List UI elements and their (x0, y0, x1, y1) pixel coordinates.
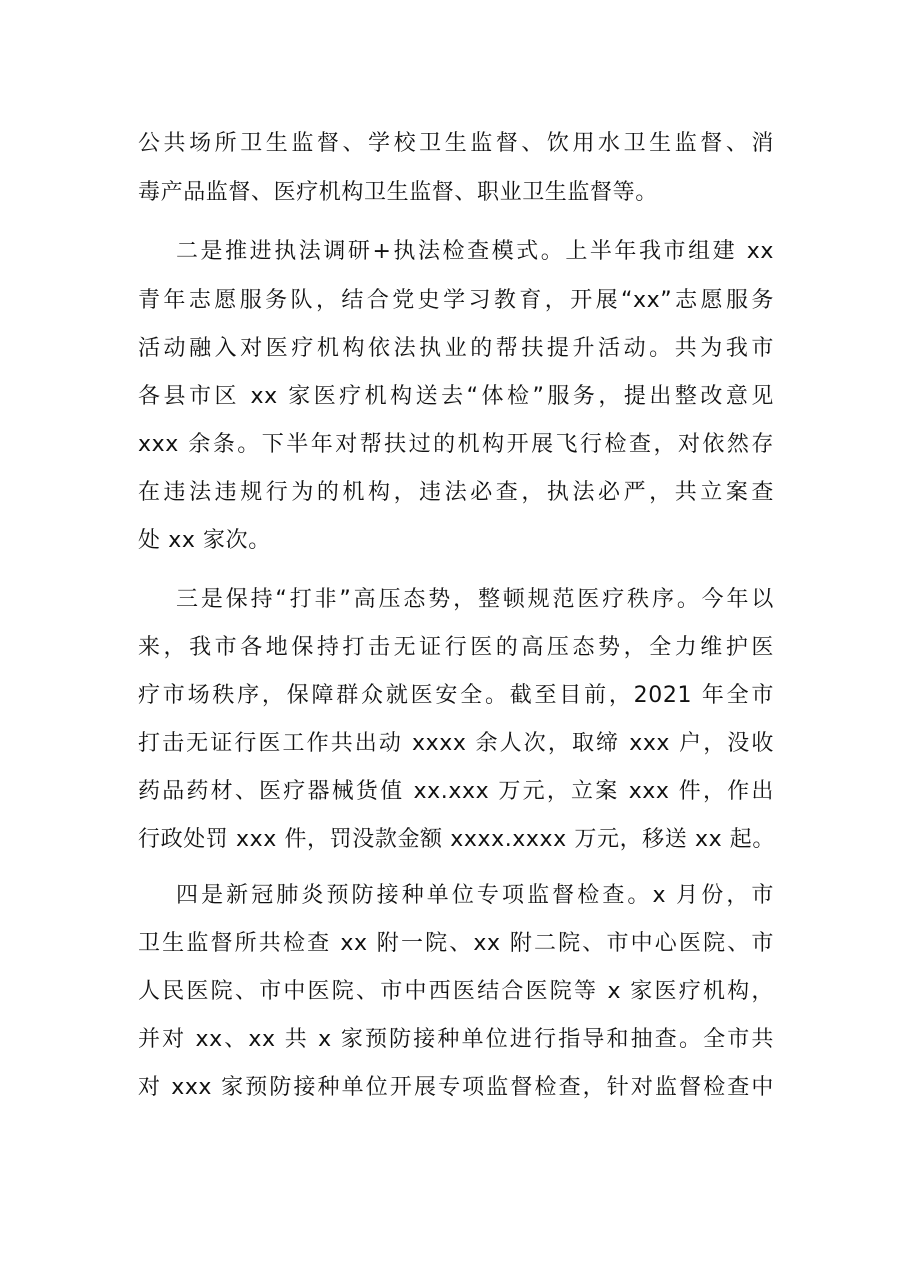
paragraph-3-line-5: 药品药材、医疗器械货值 xx.xxx 万元，立案 xxx 件，作出 (138, 779, 774, 804)
paragraph-3-line-2: 来，我市各地保持打击无证行医的高压态势，全力维护医 (138, 635, 774, 660)
paragraph-1-line-1: 公共场所卫生监督、学校卫生监督、饮用水卫生监督、消 (138, 131, 774, 156)
paragraph-2-line-3: 活动融入对医疗机构依法执业的帮扶提升活动。共为我市 (138, 336, 774, 361)
paragraph-4-line-4: 并对 xx、xx 共 x 家预防接种单位进行指导和抽查。全市共 (138, 1027, 774, 1052)
paragraph-2-line-6: 在违法违规行为的机构，违法必查，执法必严，共立案查 (138, 480, 774, 505)
paragraph-3-line-1: 三是保持“打非”高压态势，整顿规范医疗秩序。今年以 (176, 587, 774, 612)
paragraph-3-line-6: 行政处罚 xxx 件，罚没款金额 xxxx.xxxx 万元，移送 xx 起。 (138, 827, 776, 852)
paragraph-4-line-2: 卫生监督所共检查 xx 附一院、xx 附二院、市中心医院、市 (138, 931, 774, 956)
paragraph-4-line-3: 人民医院、市中医院、市中西医结合医院等 x 家医疗机构， (138, 979, 774, 1004)
paragraph-2-line-7: 处 xx 家次。 (138, 528, 271, 553)
paragraph-1-line-2: 毒产品监督、医疗机构卫生监督、职业卫生监督等。 (138, 180, 658, 205)
paragraph-4-line-1: 四是新冠肺炎预防接种单位专项监督检查。x 月份，市 (176, 883, 774, 908)
paragraph-3-line-3: 疗市场秩序，保障群众就医安全。截至目前，2021 年全市 (138, 683, 774, 708)
paragraph-2-line-1: 二是推进执法调研+执法检查模式。上半年我市组建 xx (176, 239, 774, 264)
paragraph-3-line-4: 打击无证行医工作共出动 xxxx 余人次，取缔 xxx 户，没收 (138, 731, 774, 756)
paragraph-2-line-5: xxx 余条。下半年对帮扶过的机构开展飞行检查，对依然存 (138, 432, 774, 457)
paragraph-2-line-2: 青年志愿服务队，结合党史学习教育，开展“xx”志愿服务 (138, 288, 774, 313)
paragraph-2-line-4: 各县市区 xx 家医疗机构送去“体检”服务，提出整改意见 (138, 384, 774, 409)
paragraph-4-line-5: 对 xxx 家预防接种单位开展专项监督检查，针对监督检查中 (138, 1075, 774, 1100)
